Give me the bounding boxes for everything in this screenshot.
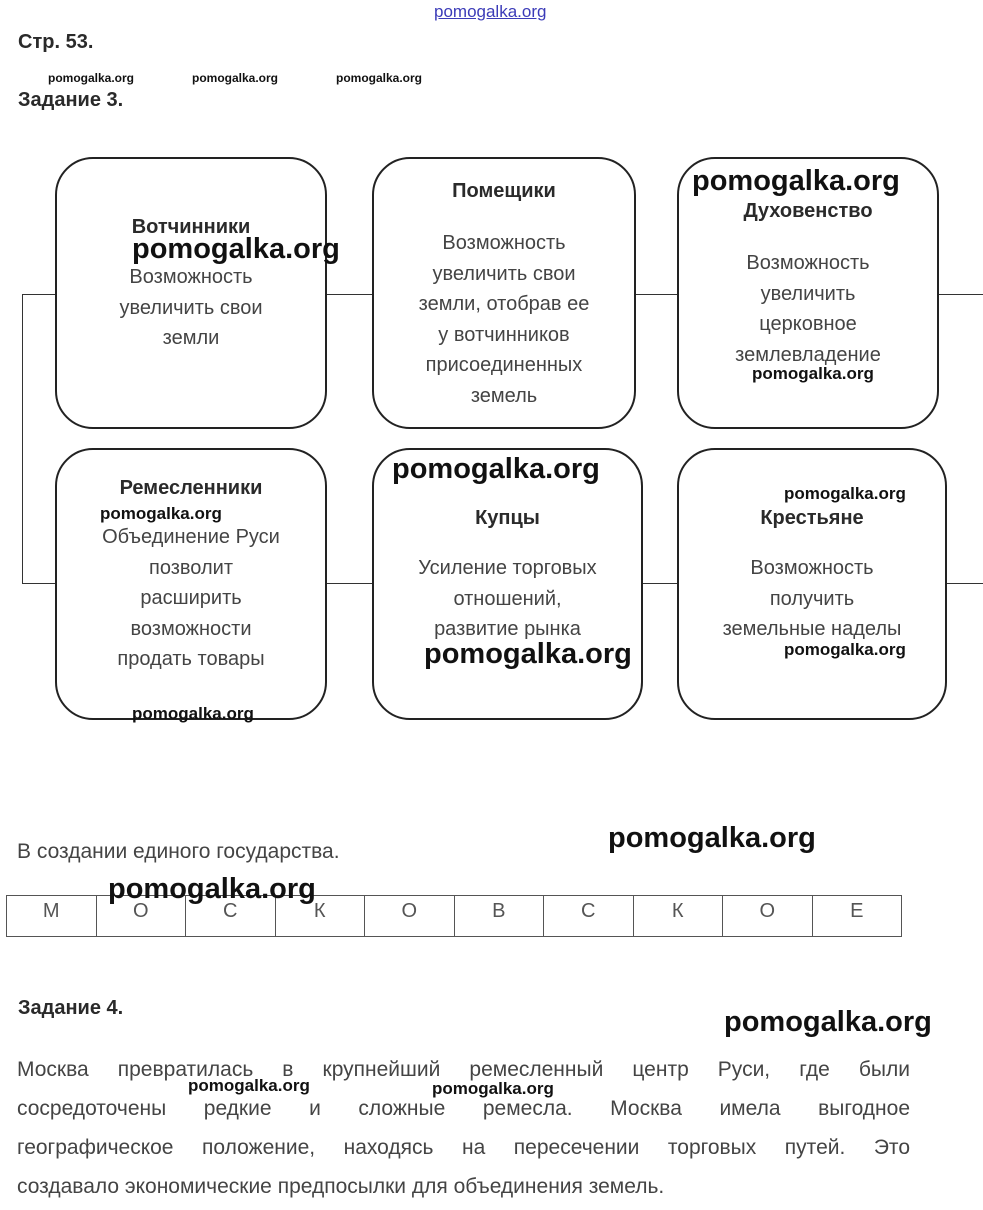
box-title: Купцы	[475, 507, 540, 529]
box-title: Вотчинники	[131, 216, 251, 238]
watermark: pomogalka.org	[724, 1006, 932, 1038]
connector-line	[22, 294, 56, 295]
box-text: Возможность увеличить свои земли, отобрав ее у вотчинников присоединенных земель	[418, 232, 590, 407]
box-title: Духовенство	[743, 200, 873, 222]
letter-cell: О	[365, 896, 455, 937]
paragraph-line: создавало экономические предпосылки для объединения земель.	[17, 1175, 665, 1198]
task4-title: Задание 4.	[18, 997, 124, 1019]
paragraph-line: географическое положение, находясь на пересечении торговых путей. Это	[17, 1136, 910, 1159]
watermark: pomogalka.org	[132, 704, 254, 723]
letter-cell: М	[7, 896, 97, 937]
answer-caption: В создании единого государства.	[17, 840, 340, 863]
connector-line	[326, 583, 372, 584]
letter-cell: С	[544, 896, 634, 937]
box-text: Возможность получить земельные наделы	[722, 557, 902, 640]
letter-cell: О	[96, 896, 186, 937]
connector-line	[642, 583, 677, 584]
top-watermark-link[interactable]: pomogalka.org	[434, 2, 547, 21]
task4-paragraph	[17, 1050, 910, 1206]
connector-line	[22, 294, 23, 584]
task3-title: Задание 3.	[18, 89, 124, 111]
box-text: Возможность увеличить церковное землевладение	[735, 252, 881, 366]
connector-line	[635, 294, 677, 295]
watermark: pomogalka.org	[692, 165, 900, 197]
box-text: Возможность увеличить свои земли	[119, 266, 263, 349]
connector-line	[22, 583, 56, 584]
letter-cell: С	[186, 896, 276, 937]
watermark: pomogalka.org	[336, 71, 423, 85]
box-title: Помещики	[452, 180, 556, 202]
box-title: Ремесленники	[119, 477, 263, 499]
watermark: pomogalka.org	[608, 822, 816, 854]
watermark: pomogalka.org	[48, 71, 135, 85]
watermark: pomogalka.org	[100, 504, 222, 523]
letter-cell: О	[723, 896, 813, 937]
letter-cell: К	[275, 896, 365, 937]
watermark: pomogalka.org	[752, 364, 874, 383]
watermark: pomogalka.org	[784, 640, 906, 659]
watermark: pomogalka.org	[188, 1076, 310, 1095]
estate-box-pomeshchiki	[372, 157, 636, 429]
letter-cell: В	[454, 896, 544, 937]
paragraph-line: сосредоточены редкие и сложные ремесла. Москва имела выгодное	[17, 1097, 910, 1120]
paragraph-line: Москва превратилась в крупнейший ремесленный центр Руси, где были	[17, 1058, 910, 1081]
watermark: pomogalka.org	[432, 1079, 554, 1098]
watermark: pomogalka.org	[108, 873, 316, 905]
box-text: Усиление торговых отношений, развитие рынка	[418, 557, 597, 640]
watermark: pomogalka.org	[192, 71, 279, 85]
connector-line	[946, 583, 983, 584]
letter-cell: К	[633, 896, 723, 937]
watermark: pomogalka.org	[784, 484, 906, 503]
connector-line	[326, 294, 372, 295]
connector-line	[938, 294, 983, 295]
letter-cell: Е	[812, 896, 902, 937]
watermark: pomogalka.org	[424, 638, 632, 670]
box-title: Крестьяне	[760, 507, 864, 529]
page-label: Стр. 53.	[18, 31, 94, 53]
estate-box-votchinniki	[55, 157, 327, 429]
watermark: pomogalka.org	[392, 453, 600, 485]
watermark: pomogalka.org	[132, 233, 340, 265]
estate-box-kuptsy	[372, 448, 643, 720]
box-text: Объединение Руси позволит расширить возможности продать товары	[102, 526, 280, 670]
estate-box-remeslenniki	[55, 448, 327, 720]
